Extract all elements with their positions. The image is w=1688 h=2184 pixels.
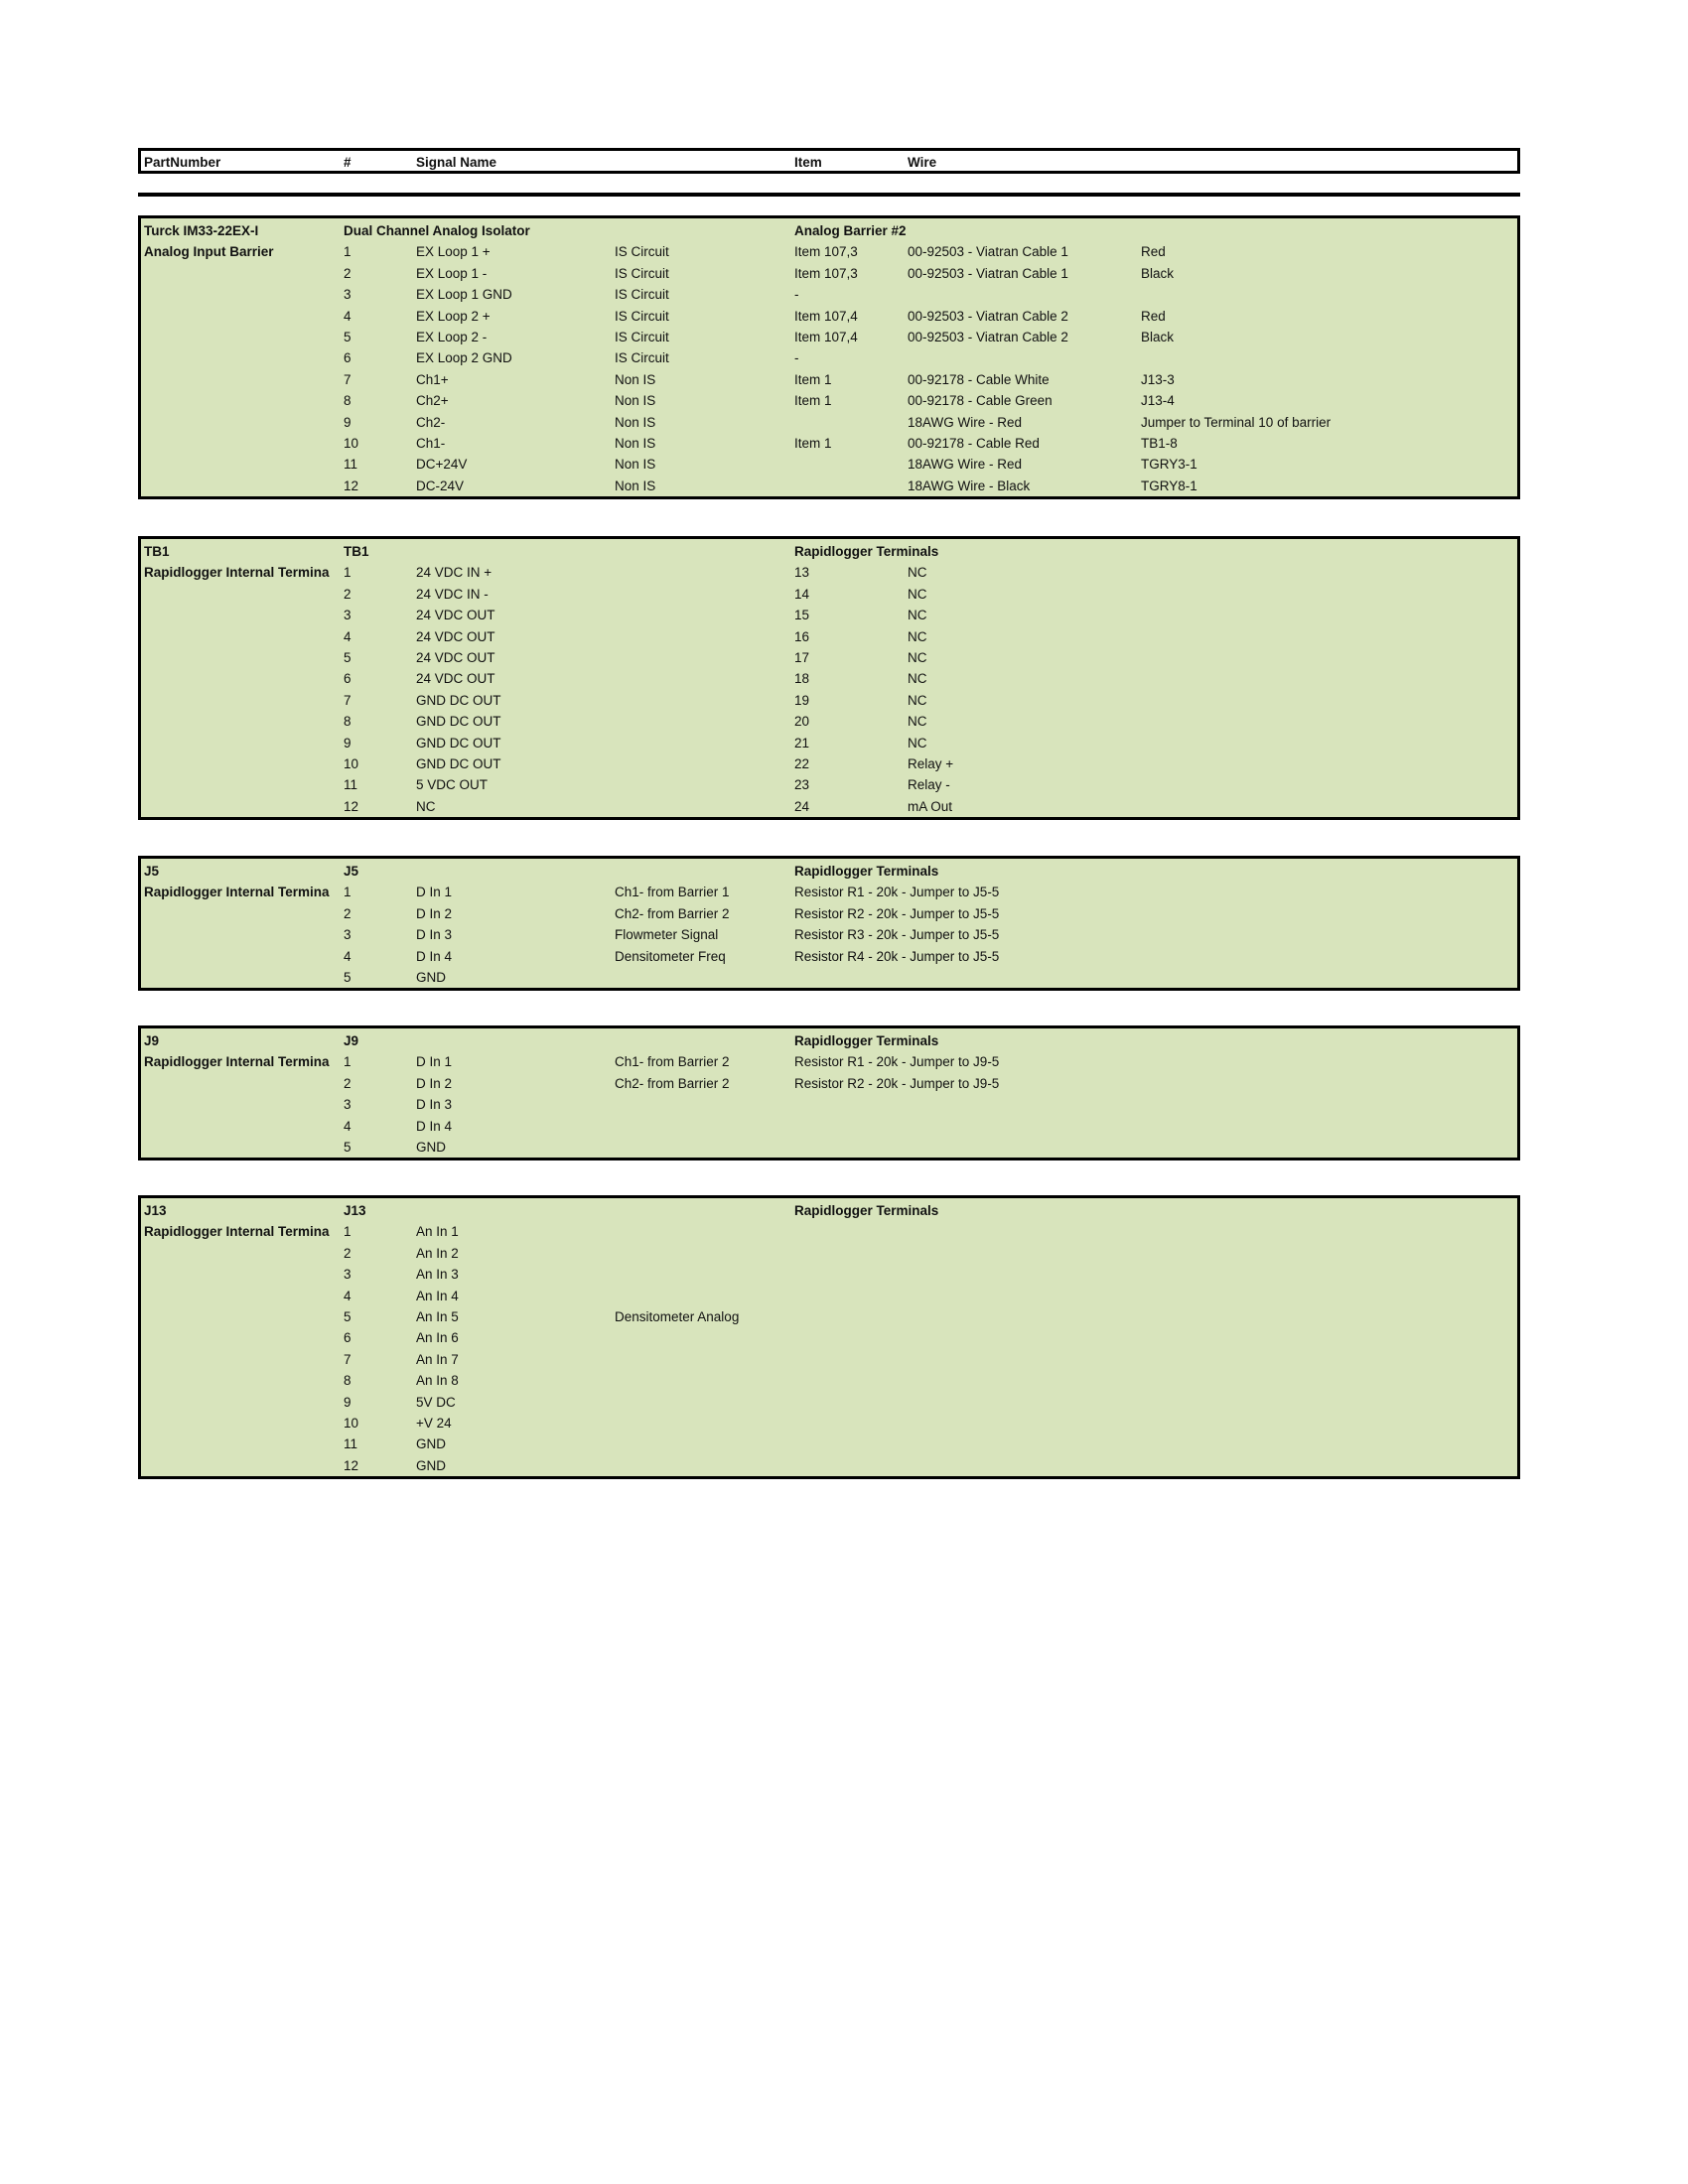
section-part: TB1 <box>144 544 170 559</box>
row-note: Ch1- from Barrier 2 <box>615 1054 730 1070</box>
table-row <box>141 347 1517 368</box>
row-extra: Jumper to Terminal 10 of barrier <box>1141 414 1332 430</box>
row-note: Non IS <box>615 393 656 409</box>
row-signal: Ch1+ <box>416 371 449 387</box>
row-signal: An In 3 <box>416 1267 459 1283</box>
row-number: 9 <box>344 735 352 751</box>
row-number: 9 <box>344 414 352 430</box>
row-signal: D In 4 <box>416 948 453 964</box>
row-item: Item 1 <box>794 393 832 409</box>
row-item: 15 <box>794 608 810 623</box>
row-note: Non IS <box>615 371 656 387</box>
section-description: Rapidlogger Internal Termina <box>144 1054 330 1070</box>
table-row <box>141 668 1517 689</box>
row-signal: An In 1 <box>416 1224 459 1240</box>
row-number: 2 <box>344 905 352 921</box>
row-number: 2 <box>344 265 352 281</box>
row-item: Resistor R3 - 20k - Jumper to J5-5 <box>794 927 1000 943</box>
section-item-header: Analog Barrier #2 <box>794 223 907 238</box>
table-row <box>141 412 1517 433</box>
section-title-row <box>141 220 1517 241</box>
section-item-header: Rapidlogger Terminals <box>794 864 939 879</box>
table-row <box>141 1392 1517 1413</box>
table-row <box>141 733 1517 753</box>
row-number: 1 <box>344 244 352 260</box>
row-signal: An In 6 <box>416 1330 459 1346</box>
row-number: 8 <box>344 1373 352 1389</box>
row-note: Ch1- from Barrier 1 <box>615 885 730 900</box>
table-row <box>141 1051 1517 1072</box>
row-wire: NC <box>908 735 927 751</box>
table-row <box>141 263 1517 284</box>
row-number: 11 <box>344 777 358 793</box>
row-signal: GND <box>416 1140 446 1155</box>
section-item-header: Rapidlogger Terminals <box>794 544 939 559</box>
section-title-row <box>141 861 1517 882</box>
header-signal-name: Signal Name <box>416 155 497 170</box>
row-wire: 00-92178 - Cable Red <box>908 436 1040 451</box>
row-signal: EX Loop 2 GND <box>416 350 512 366</box>
row-note: IS Circuit <box>615 350 669 366</box>
row-note: Densitometer Freq <box>615 948 726 964</box>
row-wire: 00-92503 - Viatran Cable 2 <box>908 330 1068 344</box>
row-extra: J13-4 <box>1141 393 1175 409</box>
row-number: 5 <box>344 1309 352 1324</box>
table-row <box>141 924 1517 945</box>
table-row <box>141 1286 1517 1306</box>
row-signal: D In 2 <box>416 905 453 921</box>
table-row <box>141 369 1517 390</box>
row-signal: GND DC OUT <box>416 714 501 730</box>
row-extra: Black <box>1141 265 1175 281</box>
header-divider <box>138 193 1520 197</box>
section-description: Rapidlogger Internal Termina <box>144 1224 330 1240</box>
row-signal: An In 4 <box>416 1288 459 1303</box>
row-note: Flowmeter Signal <box>615 927 719 943</box>
table-row <box>141 774 1517 795</box>
section-item-header: Rapidlogger Terminals <box>794 1203 939 1218</box>
row-wire: 00-92503 - Viatran Cable 1 <box>908 265 1068 281</box>
table-row <box>141 605 1517 625</box>
row-wire: Relay - <box>908 777 950 793</box>
table-row <box>141 584 1517 605</box>
row-item: Resistor R4 - 20k - Jumper to J5-5 <box>794 948 1000 964</box>
row-signal: D In 2 <box>416 1075 453 1091</box>
table-row <box>141 1370 1517 1391</box>
row-signal: 24 VDC IN - <box>416 586 489 602</box>
table-row <box>141 690 1517 711</box>
header-wire: Wire <box>908 155 937 170</box>
section-title-row <box>141 541 1517 562</box>
row-number: 5 <box>344 1140 352 1155</box>
section-j13 <box>138 1195 1520 1479</box>
row-number: 5 <box>344 330 352 344</box>
section-title-row <box>141 1200 1517 1221</box>
row-number: 2 <box>344 1075 352 1091</box>
row-item: Resistor R1 - 20k - Jumper to J5-5 <box>794 885 1000 900</box>
row-signal: An In 8 <box>416 1373 459 1389</box>
row-number: 2 <box>344 586 352 602</box>
row-number: 7 <box>344 371 352 387</box>
row-wire: 00-92503 - Viatran Cable 2 <box>908 308 1068 324</box>
row-signal: 24 VDC OUT <box>416 650 495 665</box>
row-signal: D In 1 <box>416 885 453 900</box>
row-item: 23 <box>794 777 810 793</box>
table-row <box>141 753 1517 774</box>
row-number: 4 <box>344 948 352 964</box>
row-extra: Black <box>1141 330 1175 344</box>
row-wire: NC <box>908 565 927 581</box>
table-row <box>141 946 1517 967</box>
section-tb1 <box>138 536 1520 820</box>
row-item: 21 <box>794 735 810 751</box>
row-signal: GND <box>416 1457 446 1473</box>
row-signal: EX Loop 1 GND <box>416 287 512 303</box>
row-signal: DC-24V <box>416 478 465 493</box>
table-row <box>141 1327 1517 1348</box>
row-signal: 24 VDC OUT <box>416 628 495 644</box>
table-row <box>141 626 1517 647</box>
row-wire: NC <box>908 586 927 602</box>
section-part: J13 <box>144 1203 167 1218</box>
row-number: 12 <box>344 1457 359 1473</box>
row-signal: GND DC OUT <box>416 692 501 708</box>
row-wire: NC <box>908 650 927 665</box>
row-wire: mA Out <box>908 798 953 814</box>
row-number: 9 <box>344 1394 352 1410</box>
row-number: 7 <box>344 1351 352 1367</box>
column-header-row <box>141 152 1517 173</box>
table-row <box>141 1264 1517 1285</box>
table-row <box>141 967 1517 988</box>
row-number: 6 <box>344 671 352 687</box>
row-signal: Ch2- <box>416 414 446 430</box>
row-item: 19 <box>794 692 810 708</box>
row-number: 4 <box>344 1118 352 1134</box>
row-wire: 00-92178 - Cable Green <box>908 393 1053 409</box>
row-signal: D In 1 <box>416 1054 453 1070</box>
row-wire: Relay + <box>908 756 954 771</box>
row-wire: 00-92503 - Viatran Cable 1 <box>908 244 1068 260</box>
row-signal: GND DC OUT <box>416 735 501 751</box>
row-item: 14 <box>794 586 810 602</box>
row-item: Resistor R1 - 20k - Jumper to J9-5 <box>794 1054 1000 1070</box>
section-title: J9 <box>344 1033 359 1048</box>
table-row <box>141 390 1517 411</box>
row-wire: 18AWG Wire - Red <box>908 457 1023 473</box>
row-signal: 5 VDC OUT <box>416 777 489 793</box>
row-extra: TGRY8-1 <box>1141 478 1197 493</box>
section-title: Dual Channel Analog Isolator <box>344 223 530 238</box>
row-wire: 18AWG Wire - Black <box>908 478 1031 493</box>
row-extra: TB1-8 <box>1141 436 1178 451</box>
row-signal: 5V DC <box>416 1394 456 1410</box>
table-row <box>141 647 1517 668</box>
row-number: 12 <box>344 798 359 814</box>
row-signal: GND <box>416 1436 446 1452</box>
row-signal: GND DC OUT <box>416 756 501 771</box>
row-item: Item 107,3 <box>794 265 858 281</box>
row-note: Ch2- from Barrier 2 <box>615 905 730 921</box>
row-signal: D In 3 <box>416 1097 453 1113</box>
table-row <box>141 1243 1517 1264</box>
row-item: Resistor R2 - 20k - Jumper to J5-5 <box>794 905 1000 921</box>
row-extra: J13-3 <box>1141 371 1175 387</box>
section-description: Rapidlogger Internal Termina <box>144 565 330 581</box>
row-signal: GND <box>416 970 446 985</box>
table-row <box>141 1413 1517 1433</box>
row-number: 10 <box>344 1416 359 1431</box>
row-number: 3 <box>344 1267 352 1283</box>
table-row <box>141 241 1517 262</box>
table-row <box>141 1433 1517 1454</box>
row-note: IS Circuit <box>615 308 669 324</box>
row-extra: Red <box>1141 244 1166 260</box>
row-number: 11 <box>344 457 358 473</box>
row-signal: An In 2 <box>416 1245 459 1261</box>
row-item: Item 107,3 <box>794 244 858 260</box>
row-note: IS Circuit <box>615 265 669 281</box>
row-number: 8 <box>344 714 352 730</box>
table-row <box>141 476 1517 496</box>
row-wire: NC <box>908 714 927 730</box>
row-note: Non IS <box>615 436 656 451</box>
row-number: 3 <box>344 927 352 943</box>
row-note: IS Circuit <box>615 330 669 344</box>
row-item: 20 <box>794 714 810 730</box>
row-number: 6 <box>344 1330 352 1346</box>
row-note: Non IS <box>615 414 656 430</box>
table-row <box>141 454 1517 475</box>
row-note: Non IS <box>615 457 656 473</box>
table-row <box>141 903 1517 924</box>
table-row <box>141 433 1517 454</box>
table-row <box>141 1094 1517 1115</box>
row-signal: 24 VDC OUT <box>416 671 495 687</box>
section-title: J5 <box>344 864 359 879</box>
row-note: Non IS <box>615 478 656 493</box>
row-number: 1 <box>344 1224 352 1240</box>
row-note: Densitometer Analog <box>615 1309 740 1324</box>
header-item: Item <box>794 155 822 170</box>
section-part: J9 <box>144 1033 160 1048</box>
section-title-row <box>141 1030 1517 1051</box>
row-number: 11 <box>344 1436 358 1452</box>
row-signal: EX Loop 2 + <box>416 308 491 324</box>
row-note: IS Circuit <box>615 244 669 260</box>
section-part: Turck IM33-22EX-I <box>144 223 259 238</box>
header-number: # <box>344 155 352 170</box>
row-signal: Ch2+ <box>416 393 449 409</box>
table-row <box>141 1455 1517 1476</box>
table-row <box>141 562 1517 583</box>
row-note: Ch2- from Barrier 2 <box>615 1075 730 1091</box>
row-item: 17 <box>794 650 810 665</box>
row-number: 10 <box>344 436 359 451</box>
table-row <box>141 1221 1517 1242</box>
header-part-number: PartNumber <box>144 155 221 170</box>
row-wire: NC <box>908 692 927 708</box>
row-number: 10 <box>344 756 359 771</box>
row-number: 1 <box>344 565 352 581</box>
row-signal: Ch1- <box>416 436 446 451</box>
row-signal: EX Loop 2 - <box>416 330 488 344</box>
row-number: 2 <box>344 1245 352 1261</box>
section-j5 <box>138 856 1520 991</box>
row-wire: NC <box>908 628 927 644</box>
row-number: 3 <box>344 287 352 303</box>
table-row <box>141 1306 1517 1327</box>
row-number: 3 <box>344 1097 352 1113</box>
row-wire: 18AWG Wire - Red <box>908 414 1023 430</box>
table-row <box>141 1137 1517 1158</box>
row-number: 1 <box>344 1054 352 1070</box>
section-description: Analog Input Barrier <box>144 244 274 260</box>
row-item: 18 <box>794 671 810 687</box>
row-signal: D In 4 <box>416 1118 453 1134</box>
column-header-bar <box>138 148 1520 174</box>
table-row <box>141 796 1517 817</box>
row-wire: NC <box>908 608 927 623</box>
row-number: 4 <box>344 628 352 644</box>
section-part: J5 <box>144 864 160 879</box>
row-item: 13 <box>794 565 810 581</box>
row-item: 22 <box>794 756 810 771</box>
row-number: 5 <box>344 650 352 665</box>
row-signal: 24 VDC OUT <box>416 608 495 623</box>
row-extra: TGRY3-1 <box>1141 457 1197 473</box>
row-number: 4 <box>344 1288 352 1303</box>
row-item: - <box>794 287 799 303</box>
row-number: 1 <box>344 885 352 900</box>
row-item: Item 107,4 <box>794 308 858 324</box>
table-row <box>141 306 1517 327</box>
row-number: 5 <box>344 970 352 985</box>
row-number: 4 <box>344 308 352 324</box>
table-row <box>141 1073 1517 1094</box>
row-signal: An In 7 <box>416 1351 459 1367</box>
row-item: Item 107,4 <box>794 330 858 344</box>
row-signal: D In 3 <box>416 927 453 943</box>
row-signal: EX Loop 1 - <box>416 265 488 281</box>
row-number: 7 <box>344 692 352 708</box>
row-item: 16 <box>794 628 810 644</box>
table-row <box>141 284 1517 305</box>
row-number: 8 <box>344 393 352 409</box>
row-item: - <box>794 350 799 366</box>
row-item: Item 1 <box>794 371 832 387</box>
row-signal: An In 5 <box>416 1309 459 1324</box>
row-number: 6 <box>344 350 352 366</box>
section-title: TB1 <box>344 544 369 559</box>
row-item: Item 1 <box>794 436 832 451</box>
section-item-header: Rapidlogger Terminals <box>794 1033 939 1048</box>
row-item: 24 <box>794 798 810 814</box>
row-signal: 24 VDC IN + <box>416 565 492 581</box>
row-wire: NC <box>908 671 927 687</box>
row-signal: EX Loop 1 + <box>416 244 491 260</box>
row-extra: Red <box>1141 308 1166 324</box>
row-signal: +V 24 <box>416 1416 452 1431</box>
row-note: IS Circuit <box>615 287 669 303</box>
row-item: Resistor R2 - 20k - Jumper to J9-5 <box>794 1075 1000 1091</box>
row-number: 12 <box>344 478 359 493</box>
section-j9 <box>138 1025 1520 1160</box>
table-row <box>141 882 1517 902</box>
table-row <box>141 1349 1517 1370</box>
table-row <box>141 327 1517 347</box>
table-row <box>141 1116 1517 1137</box>
row-signal: NC <box>416 798 436 814</box>
row-signal: DC+24V <box>416 457 468 473</box>
row-wire: 00-92178 - Cable White <box>908 371 1050 387</box>
section-description: Rapidlogger Internal Termina <box>144 885 330 900</box>
section-turck-im33-22ex-i <box>138 215 1520 499</box>
section-title: J13 <box>344 1203 366 1218</box>
table-row <box>141 711 1517 732</box>
row-number: 3 <box>344 608 352 623</box>
